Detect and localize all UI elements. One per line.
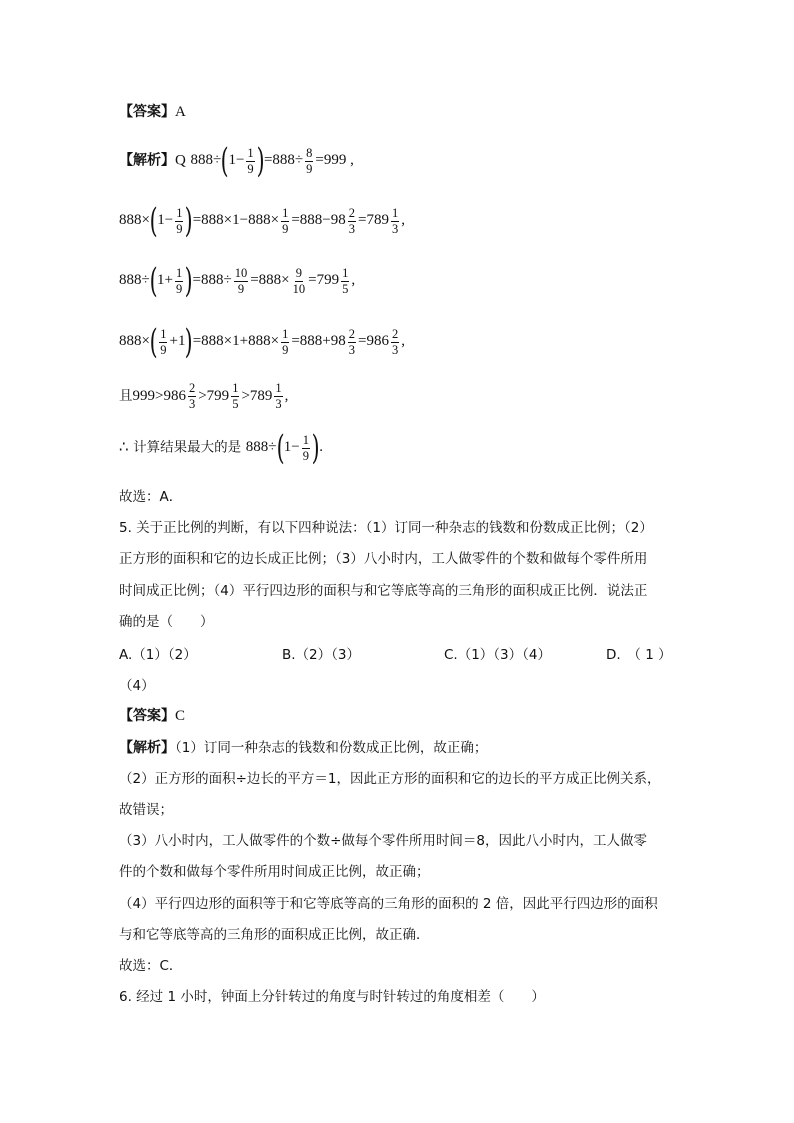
- q6-line-1: 6. 经过 1 小时，钟面上分针转过的角度与时针转过的角度相差（ ）: [119, 989, 545, 1005]
- analysis-compare: [119, 381, 288, 412]
- choose-line-1: 故选：A．: [119, 489, 183, 505]
- q5-option-d: D. （ 1 ）: [606, 647, 672, 663]
- analysis-conclusion: [119, 428, 323, 468]
- and-word: 且: [119, 387, 133, 404]
- analysis2-p1: [119, 737, 487, 759]
- eq3-expression: 888÷(1+ $\frac{1}{9}$ )=888÷ $\frac{10}{9}$ =888× $\frac{9}{10}$ =799 $\frac{1}{5}$ ,: [119, 261, 356, 301]
- analysis-tag: 【解析】: [119, 152, 175, 169]
- analysis-tag-2: 【解析】: [119, 740, 175, 756]
- answer-value: A: [175, 104, 186, 120]
- analysis2-p1-text: （1）订同一种杂志的钱数和份数成正比例，故正确；: [175, 740, 488, 756]
- analysis2-p3b: 件的个数和做每个零件所用时间成正比例，故正确；: [119, 864, 430, 880]
- conclusion-expression: 888÷(1− $\frac{1}{9}$ ).: [245, 428, 323, 468]
- answer-tag: 【答案】: [119, 104, 175, 120]
- analysis2-p4b: 与和它等底等高的三角形的面积成正比例，故正确．: [119, 927, 430, 943]
- q5-option-b: B.（2）（3）: [282, 647, 360, 663]
- therefore-symbol: ∴: [119, 439, 129, 456]
- analysis-eq-4: [119, 322, 405, 362]
- answer-line-1: [119, 101, 186, 123]
- answer-line-2: [119, 705, 185, 727]
- q5-option-c: C.（1）（3）（4）: [444, 647, 551, 663]
- eq1-expression: 888÷(1− $\frac{1}{9}$ )=888÷ $\frac{8}{9}$ =999 ,: [190, 141, 354, 181]
- q5-option-a: A.（1）（2）: [119, 647, 197, 663]
- analysis-eq-3: [119, 261, 356, 301]
- q5-line-1: 5. 关于正比例的判断，有以下四种说法：（1）订同一种杂志的钱数和份数成正比例；（2）: [119, 520, 653, 536]
- analysis2-p2a: （2）正方形的面积÷边长的平方＝1，因此正方形的面积和它的边长的平方成正比例关系，: [119, 771, 661, 787]
- analysis2-p3a: （3）八小时内，工人做零件的个数÷做每个零件所用时间＝8，因此八小时内，工人做零: [119, 833, 647, 849]
- q5-line-3: 时间成正比例；（4）平行四边形的面积与和它等底等高的三角形的面积成正比例．说法正: [119, 583, 648, 599]
- analysis2-p2b: 故错误；: [119, 802, 173, 818]
- answer-value-2: C: [175, 708, 186, 724]
- eq2-expression: 888×(1− $\frac{1}{9}$ )=888×1−888× $\frac{1}{9}$ =888−98 $\frac{2}{3}$ =789 $\frac{1}{3}$ ,: [119, 201, 405, 241]
- choose-line-2: 故选：C．: [119, 958, 183, 974]
- analysis2-p4a: （4）平行四边形的面积等于和它等底等高的三角形的面积的 2 倍，因此平行四边形的面积: [119, 896, 658, 912]
- q5-option-d-cont: （4）: [119, 678, 155, 694]
- answer-tag-2: 【答案】: [119, 708, 175, 724]
- analysis-eq-2: [119, 201, 405, 241]
- compare-expression: 999>986 $\frac{2}{3}$ >799 $\frac{1}{5}$ >789 $\frac{1}{3}$ ,: [132, 381, 289, 411]
- eq4-expression: 888×( $\frac{1}{9}$ +1)=888×1+888× $\frac{1}{9}$ =888+98 $\frac{2}{3}$ =986 $\frac{2}{3}$ ,: [119, 322, 405, 362]
- because-symbol: Q: [175, 152, 186, 169]
- q5-line-2: 正方形的面积和它的边长成正比例；（3）八小时内，工人做零件的个数和做每个零件所用: [119, 551, 648, 567]
- q5-line-4: 确的是（ ）: [119, 614, 214, 630]
- analysis-eq-1: [119, 141, 354, 181]
- conclusion-text: 计算结果最大的是: [133, 439, 242, 456]
